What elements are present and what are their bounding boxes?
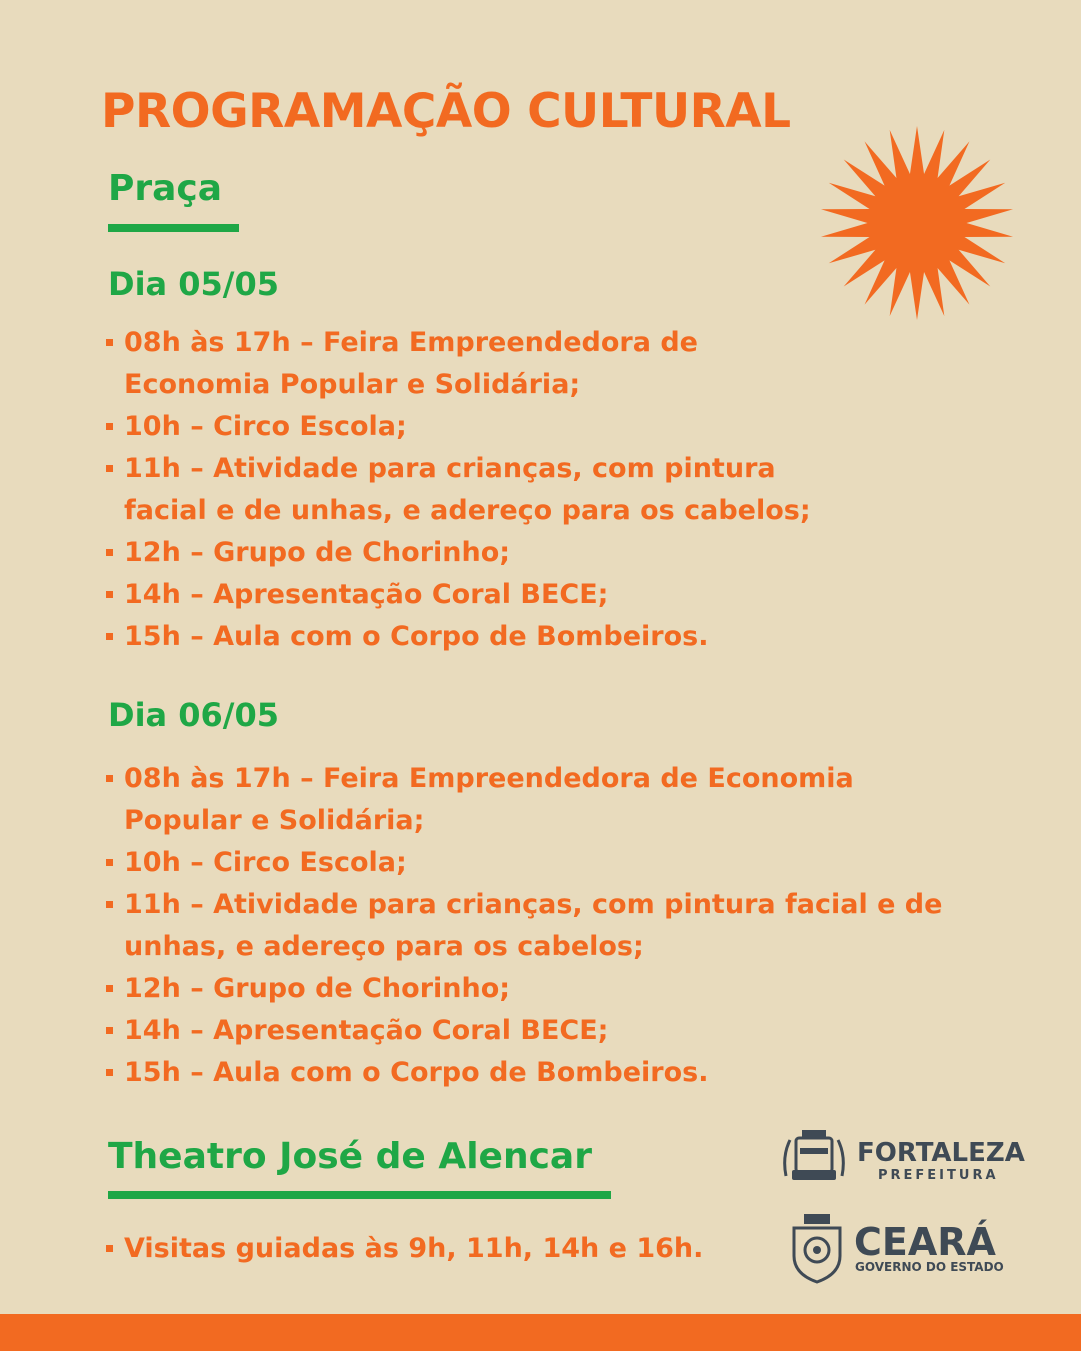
list-item	[104, 968, 942, 1010]
section-underline-theatro	[108, 1191, 611, 1199]
list-item-text: 15h – Aula com o Corpo de Bombeiros.	[124, 621, 709, 652]
bullet-icon	[106, 591, 113, 598]
bullet-icon	[106, 985, 113, 992]
list-item-text: 12h – Grupo de Chorinho;	[124, 973, 511, 1004]
fortaleza-crest-icon	[780, 1126, 848, 1186]
bullet-icon	[106, 339, 113, 346]
section-underline-praca	[108, 224, 239, 232]
bullet-icon	[106, 423, 113, 430]
ceara-sub: GOVERNO DO ESTADO	[855, 1260, 1004, 1274]
bullet-icon	[106, 1069, 113, 1076]
list-item	[104, 322, 811, 406]
list-item	[104, 1228, 703, 1270]
day-heading-0605: Dia 06/05	[108, 696, 280, 734]
list-item-text: 12h – Grupo de Chorinho;	[124, 537, 511, 568]
list-item-text: 15h – Aula com o Corpo de Bombeiros.	[124, 1057, 709, 1088]
fortaleza-name: FORTALEZA	[857, 1138, 1025, 1168]
list-item	[104, 884, 942, 968]
list-item-text: 14h – Apresentação Coral BECE;	[124, 1015, 609, 1046]
list-item	[104, 1010, 942, 1052]
list-item	[104, 448, 811, 532]
list-item-text: 10h – Circo Escola;	[124, 847, 407, 878]
list-item-text: Visitas guiadas às 9h, 11h, 14h e 16h.	[124, 1233, 704, 1264]
footer-bar	[0, 1314, 1081, 1351]
fortaleza-sub: PREFEITURA	[878, 1168, 999, 1183]
sun-burst-shape	[821, 126, 1013, 320]
bullet-icon	[106, 1027, 113, 1034]
list-item-text: 14h – Apresentação Coral BECE;	[124, 579, 609, 610]
list-item	[104, 574, 811, 616]
bullet-icon	[106, 901, 113, 908]
list-item	[104, 842, 942, 884]
list-item	[104, 1052, 942, 1094]
bullet-icon	[106, 465, 113, 472]
list-item-text: 11h – Atividade para crianças, com pintura facial e de unhas, e adereço para os cabelos;	[124, 453, 811, 526]
list-item-text: 10h – Circo Escola;	[124, 411, 407, 442]
fortaleza-logo	[780, 1126, 1025, 1188]
list-item	[104, 406, 811, 448]
ceara-logo	[788, 1212, 1023, 1286]
ceara-crest-icon	[788, 1212, 846, 1284]
ceara-name: CEARÁ	[854, 1220, 996, 1264]
list-item-text: 11h – Atividade para crianças, com pintura facial e de unhas, e adereço para os cabelos;	[124, 889, 943, 962]
sun-burst-icon	[818, 124, 1016, 322]
bullet-icon	[106, 549, 113, 556]
day-heading-0505: Dia 05/05	[108, 265, 280, 303]
list-item-text: 08h às 17h – Feira Empreendedora de Economia Popular e Solidária;	[124, 763, 854, 836]
section-heading-theatro: Theatro José de Alencar	[108, 1136, 592, 1177]
schedule-list-0605	[104, 758, 942, 1094]
list-item	[104, 616, 811, 658]
theatro-list	[104, 1228, 703, 1270]
bullet-icon	[106, 1245, 113, 1252]
list-item	[104, 532, 811, 574]
list-item-text: 08h às 17h – Feira Empreendedora de Economia Popular e Solidária;	[124, 327, 698, 400]
schedule-list-0505	[104, 322, 811, 658]
bullet-icon	[106, 859, 113, 866]
bullet-icon	[106, 775, 113, 782]
page-title: PROGRAMAÇÃO CULTURAL	[101, 84, 791, 139]
list-item	[104, 758, 942, 842]
bullet-icon	[106, 633, 113, 640]
section-heading-praca: Praça	[108, 168, 223, 209]
